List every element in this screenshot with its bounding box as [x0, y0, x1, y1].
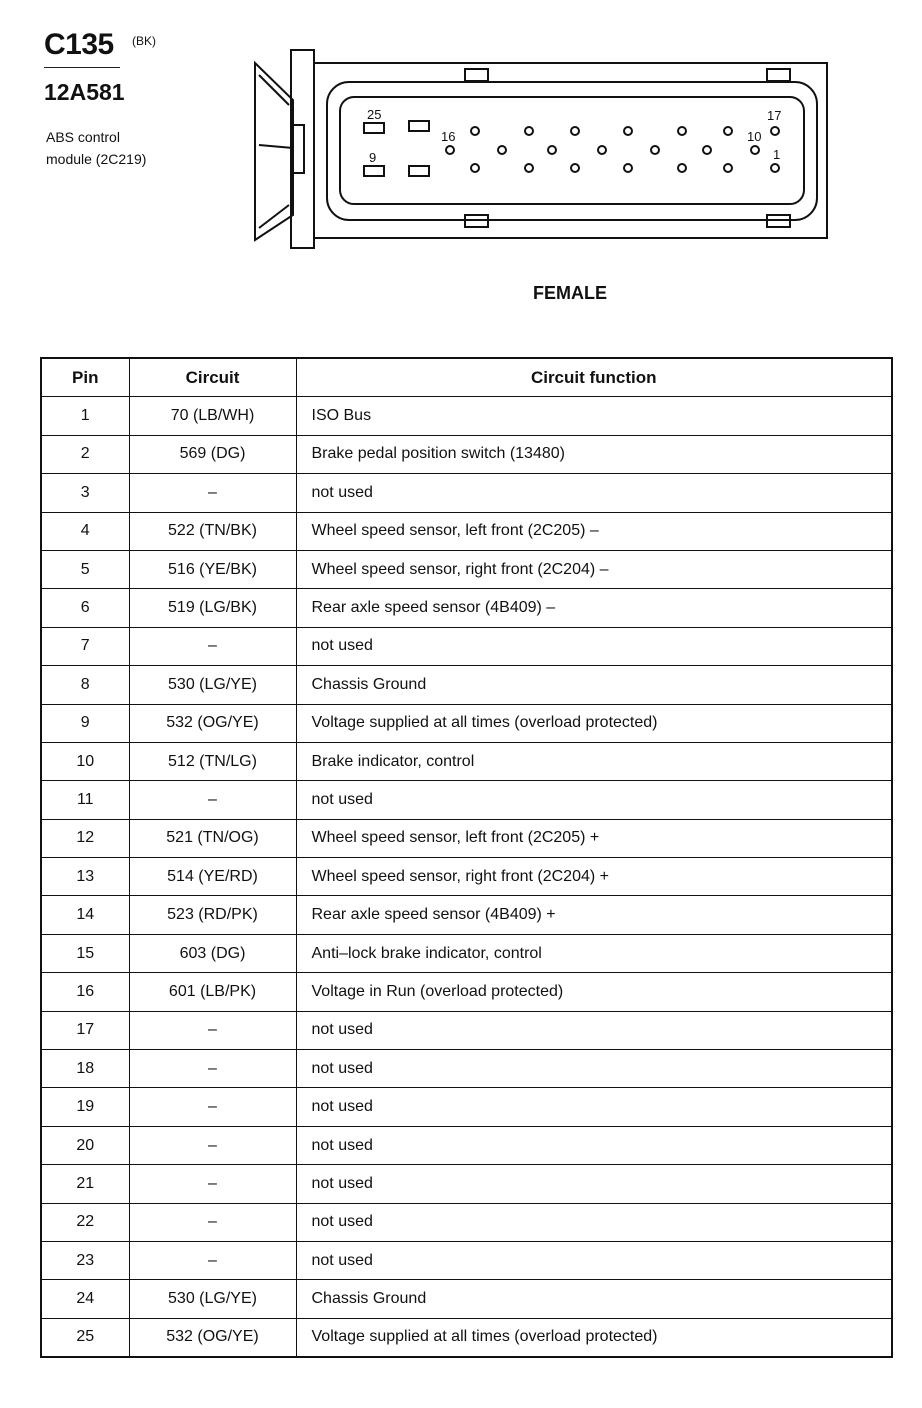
pin-cavity-24 [409, 121, 429, 131]
table-row [41, 742, 892, 780]
table-row [41, 627, 892, 665]
pin-cavity-top [571, 127, 579, 135]
table-row [41, 1318, 892, 1357]
module-description [46, 126, 196, 170]
pin-cell: 19 [41, 1088, 129, 1126]
circuit-cell: – [129, 474, 296, 512]
pin-cavity-middle [598, 146, 606, 154]
header-pin: Pin [41, 358, 129, 397]
pin-cavity-top [471, 127, 479, 135]
table-row [41, 550, 892, 588]
function-cell: Voltage supplied at all times (overload protected) [296, 704, 892, 742]
pin-cavity-middle [446, 146, 454, 154]
circuit-cell: – [129, 1241, 296, 1279]
function-cell: Wheel speed sensor, right front (2C204) + [296, 858, 892, 896]
pin-cell: 21 [41, 1165, 129, 1203]
circuit-cell: 601 (LB/PK) [129, 973, 296, 1011]
pin-cavity-top [525, 127, 533, 135]
function-cell: Anti–lock brake indicator, control [296, 934, 892, 972]
table-row [41, 435, 892, 473]
pin-cavity-9 [364, 166, 384, 176]
circuit-cell: – [129, 627, 296, 665]
circuit-cell: – [129, 1203, 296, 1241]
connector-color: (BK) [132, 34, 156, 48]
circuit-cell: 530 (LG/YE) [129, 666, 296, 704]
pin-cavity-bottom [624, 164, 632, 172]
circuit-cell: 512 (TN/LG) [129, 742, 296, 780]
function-cell: not used [296, 1241, 892, 1279]
pin-cell: 24 [41, 1280, 129, 1318]
circuit-cell: 70 (LB/WH) [129, 397, 296, 435]
circuit-cell: 519 (LG/BK) [129, 589, 296, 627]
table-row [41, 1011, 892, 1049]
circuit-cell: 569 (DG) [129, 435, 296, 473]
circuit-cell: – [129, 1011, 296, 1049]
function-cell: Brake pedal position switch (13480) [296, 435, 892, 473]
table-row [41, 1088, 892, 1126]
function-cell: Rear axle speed sensor (4B409) + [296, 896, 892, 934]
header-divider [44, 67, 120, 68]
circuit-cell: – [129, 1050, 296, 1088]
table-row [41, 1280, 892, 1318]
pin-cell: 22 [41, 1203, 129, 1241]
table-row [41, 1241, 892, 1279]
pin-cavity-middle [548, 146, 556, 154]
function-cell: not used [296, 781, 892, 819]
pin-label-25: 25 [367, 107, 382, 122]
pin-label-10: 10 [747, 129, 762, 144]
table-row [41, 858, 892, 896]
table-row [41, 666, 892, 704]
header-circuit: Circuit [129, 358, 296, 397]
table-row [41, 934, 892, 972]
pin-cell: 15 [41, 934, 129, 972]
latch-line-1 [259, 75, 289, 105]
circuit-cell: 522 (TN/BK) [129, 512, 296, 550]
latch-line-2 [259, 205, 289, 228]
pin-cell: 17 [41, 1011, 129, 1049]
pin-cavity-25 [364, 123, 384, 133]
function-cell: Brake indicator, control [296, 742, 892, 780]
pin-cell: 2 [41, 435, 129, 473]
connector-face-diagram [245, 45, 845, 260]
circuit-cell: 532 (OG/YE) [129, 704, 296, 742]
pin-cavity-top [678, 127, 686, 135]
pin-cell: 4 [41, 512, 129, 550]
circuit-cell: 523 (RD/PK) [129, 896, 296, 934]
function-cell: not used [296, 1165, 892, 1203]
pin-cell: 8 [41, 666, 129, 704]
table-row [41, 896, 892, 934]
pin-label-16: 16 [441, 129, 456, 144]
part-number: 12A581 [44, 79, 125, 105]
function-cell: ISO Bus [296, 397, 892, 435]
pin-cell: 13 [41, 858, 129, 896]
module-line-1: ABS control [46, 129, 120, 145]
function-cell: not used [296, 1050, 892, 1088]
circuit-cell: – [129, 1088, 296, 1126]
circuit-cell: 514 (YE/RD) [129, 858, 296, 896]
pin-cell: 7 [41, 627, 129, 665]
function-cell: not used [296, 474, 892, 512]
circuit-cell: – [129, 1165, 296, 1203]
function-cell: Chassis Ground [296, 1280, 892, 1318]
header-function: Circuit function [296, 358, 892, 397]
function-cell: not used [296, 627, 892, 665]
table-row [41, 474, 892, 512]
function-cell: Wheel speed sensor, left front (2C205) + [296, 819, 892, 857]
key-tab-top-left [465, 69, 488, 81]
circuit-cell: – [129, 1126, 296, 1164]
pin-cell: 18 [41, 1050, 129, 1088]
key-tab-top-right [767, 69, 790, 81]
pin-housing-inner [340, 97, 804, 204]
circuit-cell: 521 (TN/OG) [129, 819, 296, 857]
table-row [41, 1050, 892, 1088]
table-row [41, 512, 892, 550]
pin-cavity-bottom [678, 164, 686, 172]
pin-housing-outer [327, 82, 817, 220]
pin-cell: 9 [41, 704, 129, 742]
function-cell: Wheel speed sensor, right front (2C204) – [296, 550, 892, 588]
table-row [41, 589, 892, 627]
pin-cell: 16 [41, 973, 129, 1011]
pin-cell: 12 [41, 819, 129, 857]
pin-cavity-top [624, 127, 632, 135]
pin-label-17: 17 [767, 108, 782, 123]
function-cell: not used [296, 1126, 892, 1164]
function-cell: not used [296, 1011, 892, 1049]
pin-table [40, 357, 893, 1358]
function-cell: Voltage supplied at all times (overload protected) [296, 1318, 892, 1357]
circuit-cell: 530 (LG/YE) [129, 1280, 296, 1318]
connector-id: C135 [44, 28, 114, 61]
table-row [41, 1165, 892, 1203]
connector-header [44, 28, 156, 62]
pin-cavity-bottom [724, 164, 732, 172]
connector-gender: FEMALE [533, 283, 607, 303]
table-row [41, 1126, 892, 1164]
pin-cell: 5 [41, 550, 129, 588]
latch-line-3 [259, 145, 293, 148]
table-row [41, 781, 892, 819]
pin-cavity-8 [409, 166, 429, 176]
pin-cell: 14 [41, 896, 129, 934]
pin-cavity-top [724, 127, 732, 135]
pin-label-1: 1 [773, 147, 781, 162]
circuit-cell: 532 (OG/YE) [129, 1318, 296, 1357]
module-line-2: module (2C219) [46, 151, 147, 167]
pin-cell: 20 [41, 1126, 129, 1164]
connector-flange [291, 50, 314, 248]
pin-cavity-bottom [471, 164, 479, 172]
pin-cell: 23 [41, 1241, 129, 1279]
function-cell: not used [296, 1203, 892, 1241]
pin-cell: 11 [41, 781, 129, 819]
function-cell: not used [296, 1088, 892, 1126]
pin-cavity-middle [751, 146, 759, 154]
table-row [41, 704, 892, 742]
circuit-cell: 516 (YE/BK) [129, 550, 296, 588]
function-cell: Wheel speed sensor, left front (2C205) – [296, 512, 892, 550]
table-row [41, 1203, 892, 1241]
function-cell: Voltage in Run (overload protected) [296, 973, 892, 1011]
table-row [41, 973, 892, 1011]
function-cell: Rear axle speed sensor (4B409) – [296, 589, 892, 627]
circuit-cell: – [129, 781, 296, 819]
pin-cavity-middle [651, 146, 659, 154]
pin-cavity-bottom [525, 164, 533, 172]
pin-cavity-top [771, 127, 779, 135]
pin-cell: 3 [41, 474, 129, 512]
table-row [41, 397, 892, 435]
pin-cavity-bottom [771, 164, 779, 172]
pin-cell: 1 [41, 397, 129, 435]
function-cell: Chassis Ground [296, 666, 892, 704]
table-header-row [41, 358, 892, 397]
pin-cell: 25 [41, 1318, 129, 1357]
pin-cavity-middle [498, 146, 506, 154]
pin-cavity-bottom [571, 164, 579, 172]
pin-cell: 6 [41, 589, 129, 627]
circuit-cell: 603 (DG) [129, 934, 296, 972]
table-row [41, 819, 892, 857]
pin-cell: 10 [41, 742, 129, 780]
pin-cavity-middle [703, 146, 711, 154]
pin-label-9: 9 [369, 150, 377, 165]
